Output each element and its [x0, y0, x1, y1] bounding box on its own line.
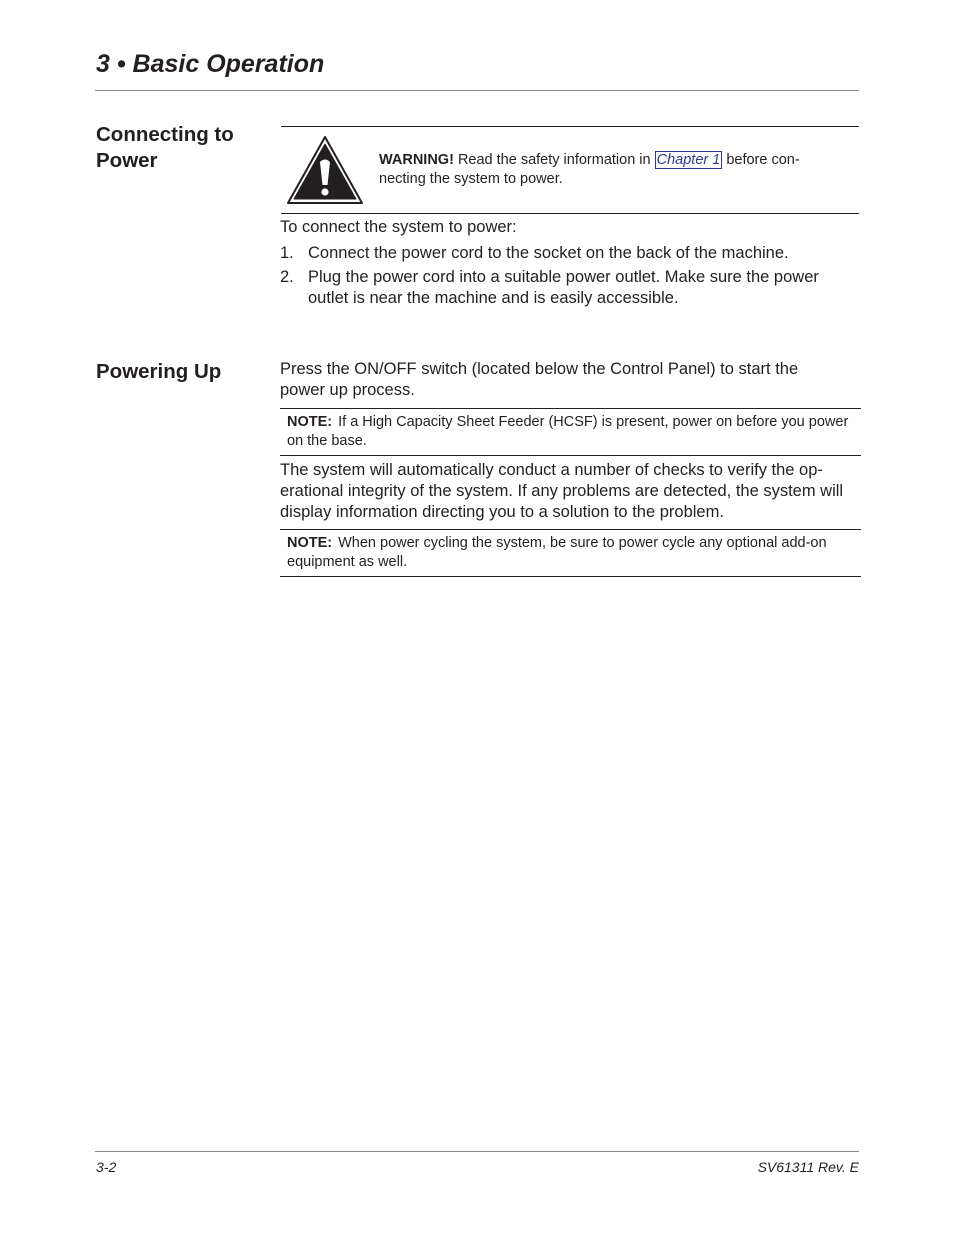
note-label: NOTE:	[287, 535, 333, 551]
note-2	[287, 534, 853, 572]
note2-bottom-rule	[280, 576, 861, 577]
warning-text-before: Read the safety information in	[453, 152, 655, 168]
chapter-1-link[interactable]: Chapter 1	[656, 152, 721, 168]
warning-top-rule	[281, 126, 859, 127]
note-text: If a High Capacity Sheet Feeder (HCSF) is present, power on before you power on the base.	[287, 414, 849, 449]
warning-bottom-rule	[281, 213, 859, 214]
step-text: Connect the power cord to the socket on the back of the machine.	[308, 244, 789, 262]
power-body: The system will automatically conduct a number of checks to verify the op-erational integrity of the system. If any problems are detected, the system will display information directing you to a solution to the problem.	[280, 461, 844, 521]
note-label: NOTE:	[287, 414, 333, 430]
footer-rule	[95, 1151, 859, 1152]
note-1	[287, 413, 853, 451]
connect-steps-list	[280, 243, 855, 312]
warning-text-after: before con-necting the system to power.	[379, 152, 800, 187]
warning-label: WARNING!	[379, 152, 454, 168]
note1-bottom-rule	[280, 455, 861, 456]
document-id: SV61311 Rev. E	[757, 1159, 859, 1175]
warning-text	[379, 151, 834, 189]
note-text: When power cycling the system, be sure to power cycle any optional add-on equipment as well.	[287, 535, 827, 570]
header-rule	[95, 90, 859, 91]
note1-top-rule	[280, 408, 861, 409]
section-heading-connecting: Connecting to Power	[96, 123, 234, 172]
list-item	[280, 267, 855, 309]
step-number: 1.	[280, 244, 294, 262]
chapter-title: 3 • Basic Operation	[96, 50, 325, 78]
step-number: 2.	[280, 268, 294, 286]
power-intro: Press the ON/OFF switch (located below the Control Panel) to start the power up process.	[280, 360, 799, 399]
list-item	[280, 243, 855, 264]
step-text: Plug the power cord into a suitable power outlet. Make sure the power outlet is near the machine and is easily accessible.	[308, 268, 819, 307]
page-number: 3-2	[96, 1159, 117, 1175]
section-heading-powering-up: Powering Up	[96, 360, 222, 383]
warning-triangle-icon	[286, 135, 364, 205]
note2-top-rule	[280, 529, 861, 530]
connect-intro: To connect the system to power:	[280, 218, 517, 236]
